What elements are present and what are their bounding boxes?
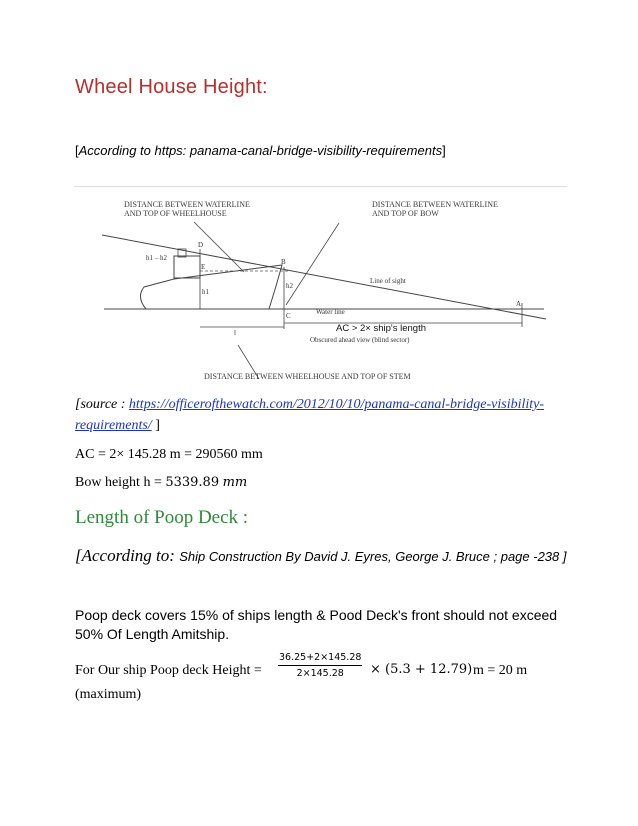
- point-b: B: [281, 258, 286, 266]
- label-top-right-line2: AND TOP OF BOW: [372, 209, 439, 218]
- label-line-of-sight: Line of sight: [370, 277, 406, 285]
- maximum-note: (maximum): [75, 687, 142, 702]
- label-water-line: Water line: [316, 308, 345, 316]
- fraction-bar: [278, 665, 362, 666]
- source-link[interactable]: https://officerofthewatch.com/2012/10/10/panama-canal-bridge-visibility-requirements/: [75, 397, 545, 433]
- formula-fraction: [278, 652, 362, 679]
- ship-hull: [140, 265, 282, 309]
- label-h1-minus-h2: h1 – h2: [146, 254, 167, 262]
- label-ac: AC > 2× ship's length: [336, 323, 427, 334]
- formula-denominator: 2×145.28: [296, 668, 344, 679]
- line-of-sight: [102, 235, 546, 319]
- section-heading-poop-deck: Length of Poop Deck :: [75, 507, 249, 528]
- formula-numerator: 36.25+2×145.28: [279, 652, 362, 663]
- formula-result: m = 20 m: [473, 663, 528, 678]
- point-e: E: [201, 263, 206, 271]
- point-a: A: [516, 300, 522, 308]
- label-h1: h1: [202, 288, 209, 296]
- bow-height-line: [75, 475, 247, 491]
- formula-times: × (5.3 + 12.79): [370, 662, 473, 677]
- bow-height-unit: mm: [222, 475, 248, 490]
- source-prefix: [source :: [75, 397, 129, 412]
- label-bottom: DISTANCE BETWEEN WHEELHOUSE AND TOP OF STEM: [204, 372, 411, 381]
- reference-note: [75, 143, 446, 158]
- label-obscured: Obscured ahead view (blind sector): [310, 336, 410, 344]
- section-heading-wheel-house: Wheel House Height:: [75, 76, 268, 98]
- poop-deck-paragraph: Poop deck covers 15% of ships length & Pood Deck's front should not exceed 50% Of Length Amitship.: [75, 607, 558, 642]
- source-suffix: ]: [151, 418, 160, 433]
- label-top-left-line2: AND TOP OF WHEELHOUSE: [124, 209, 227, 218]
- source-citation: [75, 394, 575, 436]
- bow-height-label: Bow height h =: [75, 475, 166, 490]
- label-h2: h2: [286, 282, 293, 290]
- according-rest: Ship Construction By David J. Eyres, George J. Bruce ; page -238 ]: [179, 549, 567, 564]
- ac-equation: AC = 2× 145.28 m = 290560 mm: [75, 447, 263, 462]
- point-c: C: [286, 312, 291, 320]
- label-top-right-line1: DISTANCE BETWEEN WATERLINE: [372, 200, 498, 209]
- reference-open: [: [75, 143, 79, 158]
- pointer-bow: [286, 223, 339, 305]
- label-top-left-line1: DISTANCE BETWEEN WATERLINE: [124, 200, 250, 209]
- point-d: D: [198, 241, 204, 249]
- label-l: l: [234, 329, 236, 337]
- according-lead: [According to:: [75, 546, 180, 565]
- reference-close: ]: [442, 143, 446, 158]
- bow-height-value: 5339.89: [165, 475, 220, 490]
- reference-text: According to https: panama-canal-bridge-visibility-requirements: [78, 143, 443, 158]
- visibility-diagram: [74, 186, 567, 390]
- formula-prefix: For Our ship Poop deck Height =: [75, 663, 262, 678]
- according-note: [75, 545, 595, 567]
- wheelhouse: [174, 256, 200, 278]
